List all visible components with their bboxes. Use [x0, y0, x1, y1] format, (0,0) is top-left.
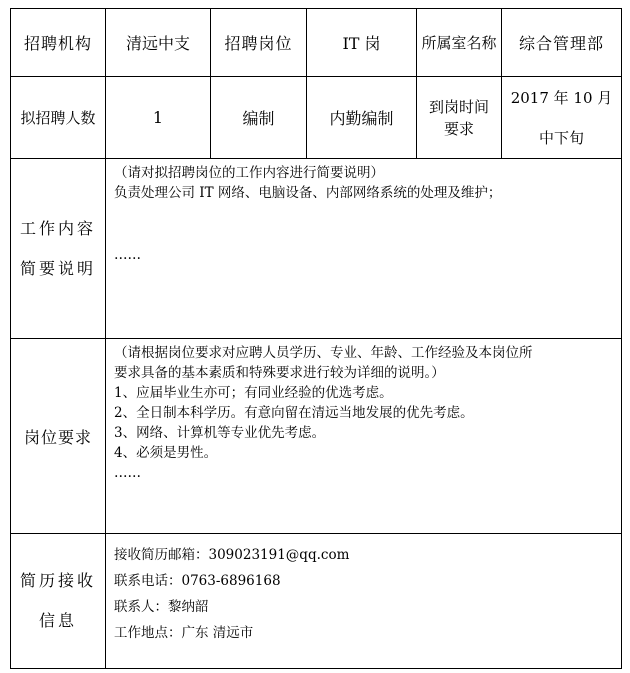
requirement-item: 3、网络、计算机等专业优先考虑。 [114, 425, 326, 441]
count-value: 1 [106, 77, 211, 159]
resume-content [106, 534, 622, 669]
resume-phone: 联系电话：0763-6896168 [114, 573, 281, 589]
position-label: 招聘岗位 [211, 9, 307, 77]
date-value-line1: 2017 年 10 月 [510, 88, 613, 107]
row-resume [11, 534, 622, 669]
date-label-line1: 到岗时间 [428, 97, 489, 116]
position-value: IT 岗 [307, 9, 417, 77]
resume-label-line1: 简历接收 [19, 571, 96, 590]
requirements-note-line1: （请根据岗位要求对应聘人员学历、专业、年龄、工作经验及本岗位所 [114, 345, 533, 361]
date-value [502, 77, 622, 159]
requirement-item: 1、应届毕业生亦可；有同业经验的优选考虑。 [114, 385, 393, 401]
date-label-line2: 要求 [443, 119, 474, 138]
job-desc: 负责处理公司 IT 网络、电脑设备、内部网络系统的处理及维护； [114, 185, 502, 201]
row-org [11, 9, 622, 77]
date-value-line2: 中下旬 [538, 128, 584, 147]
requirement-item: 4、必须是男性。 [114, 445, 218, 461]
row-count [11, 77, 622, 159]
date-label [417, 77, 502, 159]
row-requirements [11, 339, 622, 534]
org-label: 招聘机构 [11, 9, 106, 77]
dept-value: 综合管理部 [502, 9, 622, 77]
row-job [11, 159, 622, 339]
dept-label: 所属室名称 [417, 9, 502, 77]
requirements-note-line2: 要求具备的基本素质和特殊要求进行较为详细的说明。） [114, 365, 445, 381]
resume-label-line2: 信息 [38, 611, 77, 630]
recruitment-form-table [10, 8, 622, 669]
job-label-line2: 简要说明 [19, 258, 96, 278]
requirements-content [106, 339, 622, 534]
type-label: 编制 [211, 77, 307, 159]
type-value: 内勤编制 [307, 77, 417, 159]
job-label-line1: 工作内容 [19, 218, 96, 238]
job-note: （请对拟招聘岗位的工作内容进行简要说明） [114, 165, 384, 181]
requirements-ellipsis: …… [114, 465, 141, 481]
org-value: 清远中支 [106, 9, 211, 77]
requirement-item: 2、全日制本科学历。有意向留在清远当地发展的优先考虑。 [114, 405, 474, 421]
requirements-label: 岗位要求 [11, 339, 106, 534]
resume-contact-person: 联系人：黎纳韶 [114, 599, 209, 615]
job-content [106, 159, 622, 339]
job-ellipsis: …… [114, 247, 141, 263]
resume-location: 工作地点：广东 清远市 [114, 625, 254, 641]
resume-label [11, 534, 106, 669]
job-label [11, 159, 106, 339]
count-label: 拟招聘人数 [11, 77, 106, 159]
resume-email: 接收简历邮箱：309023191@qq.com [114, 547, 350, 563]
